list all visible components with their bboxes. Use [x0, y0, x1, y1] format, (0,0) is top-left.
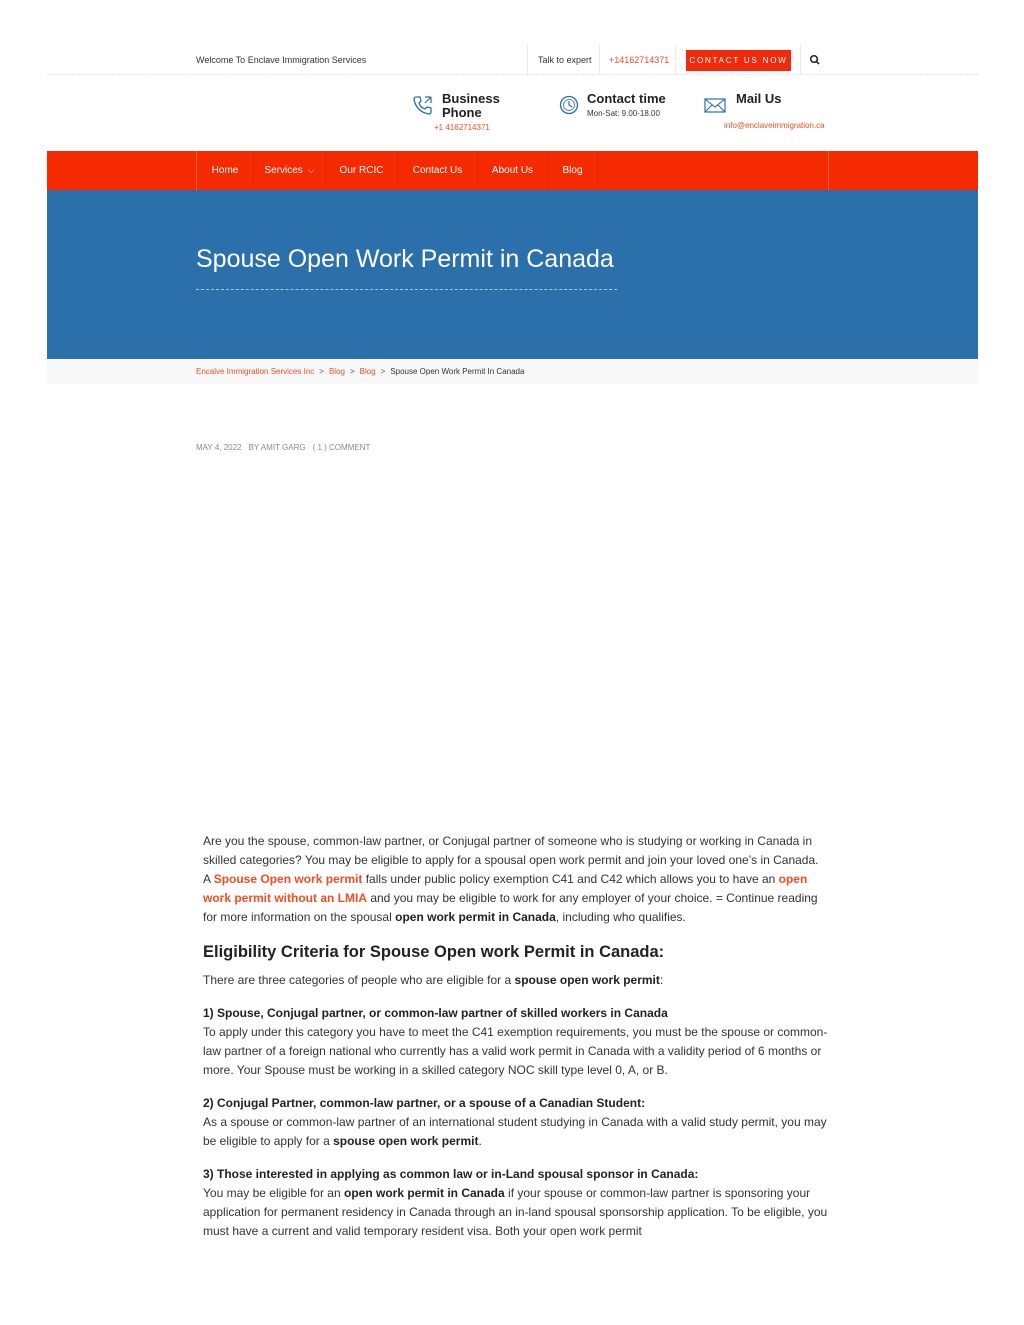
category-1-title: 1) Spouse, Conjugal partner, or common-law partner of skilled workers in Canada [203, 1006, 668, 1020]
category-3-title: 3) Those interested in applying as common law or in-Land spousal sponsor in Canada: [203, 1167, 699, 1181]
post-author[interactable]: BY AMIT GARG [248, 443, 306, 452]
clock-icon [558, 94, 580, 116]
category-2-title: 2) Conjugal Partner, common-law partner, or a spouse of a Canadian Student: [203, 1096, 646, 1110]
top-phone-link[interactable]: +14162714371 [609, 55, 670, 65]
nav-inner [196, 151, 829, 190]
category-1 [203, 1004, 828, 1080]
breadcrumb-separator: > [319, 367, 324, 376]
business-phone-title: Business Phone [442, 91, 500, 120]
category-3-text: if your spouse or common-law partner is sponsoring your application for permanent residency in Canada through an in-land spousal sponsorship application. To be eligible, you must have a current and valid temporary resident visa. Both your open work permit [203, 1186, 828, 1238]
contact-time-title: Contact time [587, 91, 666, 106]
breadcrumb-separator: > [380, 367, 386, 376]
intro-text: , including who qualifies. [555, 910, 686, 924]
envelope-icon [704, 94, 726, 116]
nav-item-services[interactable] [254, 151, 326, 190]
intro-text: Are you the spouse, common-law partner, or Conjugal partner of someone who is studying or working in Canada in skilled categories? You may be eligible to apply for a spousal open work permit and join your loved one’s in Canada. A [203, 834, 819, 886]
intro-text: and you may be eligible to work for any employer of your choice. = Continue reading for more information on the spousal [203, 891, 818, 924]
category-2-text: . [478, 1134, 482, 1148]
business-phone-block [412, 92, 532, 137]
categories-intro [203, 971, 828, 990]
category-2-text: As a spouse or common-law partner of an international student studying in Canada with a valid study permit, you may be eligible to apply for a [203, 1115, 827, 1148]
page-title: Spouse Open Work Permit in Canada [196, 245, 614, 273]
business-phone-link[interactable]: +1 4162714371 [434, 123, 490, 132]
category-3-bold: open work permit in Canada [343, 1186, 505, 1200]
categories-intro-text: : [659, 973, 664, 987]
nav-item-about-us[interactable]: About Us [478, 151, 548, 190]
divider [675, 44, 676, 74]
main-nav [47, 151, 978, 190]
page-hero [47, 190, 978, 359]
nav-item-home[interactable]: Home [197, 151, 254, 190]
search-icon[interactable] [809, 53, 821, 65]
categories-intro-bold: spouse open work permit [514, 973, 660, 987]
top-bar [47, 44, 978, 75]
intro-paragraph [203, 832, 828, 927]
intro-text: falls under public policy exemption C41 and C42 which allows you to have an [362, 872, 779, 886]
eligibility-heading: Eligibility Criteria for Spouse Open work Permit in Canada: [203, 943, 665, 961]
nav-item-contact-us[interactable]: Contact Us [398, 151, 478, 190]
phone-icon [412, 94, 434, 116]
mail-us-title: Mail Us [736, 91, 782, 106]
chevron-down-icon: ⌵ [307, 165, 315, 175]
title-underline [196, 289, 617, 290]
breadcrumb-separator: > [349, 367, 355, 376]
category-1-text: To apply under this category you have to meet the C41 exemption requirements, you must be the spouse or common-law partner of a foreign national who currently has a valid work permit in Canada with a validity period of 6 months or more. Your Spouse must be working in a skilled category NOC skill type level 0, A, or B. [203, 1025, 828, 1077]
divider [800, 44, 801, 74]
category-3 [203, 1165, 828, 1241]
categories-intro-text: There are three categories of people who are eligible for a [203, 973, 515, 987]
article-body [203, 832, 828, 1255]
contact-time-value: Mon-Sat: 9.00-18.00 [587, 109, 660, 118]
category-2 [203, 1094, 828, 1151]
breadcrumb [47, 359, 978, 384]
nav-item-services-label: Services [264, 165, 303, 176]
breadcrumb-blog-link-2[interactable]: Blog [359, 367, 376, 376]
divider [527, 44, 528, 74]
category-2-bold: spouse open work permit [333, 1134, 479, 1148]
divider [599, 44, 600, 74]
breadcrumb-blog-link[interactable]: Blog [328, 367, 345, 376]
spouse-open-work-permit-link[interactable]: Spouse Open work permit [213, 872, 363, 886]
breadcrumb-current: Spouse Open Work Permit In Canada [390, 367, 525, 376]
post-comments-link[interactable]: ( 1 ) COMMENT [312, 443, 371, 452]
nav-item-blog[interactable]: Blog [548, 151, 598, 190]
email-link[interactable]: info@enclaveimmigration.ca [724, 121, 825, 130]
mail-us-block [704, 92, 844, 132]
post-meta [196, 443, 377, 452]
nav-item-our-rcic[interactable]: Our RCIC [326, 151, 398, 190]
category-3-text: You may be eligible for an [203, 1186, 344, 1200]
welcome-text: Welcome To Enclave Immigration Services [196, 55, 367, 65]
talk-to-expert-label: Talk to expert [538, 55, 592, 65]
contact-time-block [558, 92, 688, 122]
post-date: MAY 4, 2022 [196, 443, 242, 452]
contact-us-now-button[interactable]: CONTACT US NOW [686, 50, 791, 71]
open-work-permit-lmia-link[interactable]: open work permit without an LMIA [203, 872, 808, 905]
intro-bold: open work permit in Canada [395, 910, 556, 924]
breadcrumb-home-link[interactable]: Encalve Immigration Services Inc [196, 367, 315, 376]
